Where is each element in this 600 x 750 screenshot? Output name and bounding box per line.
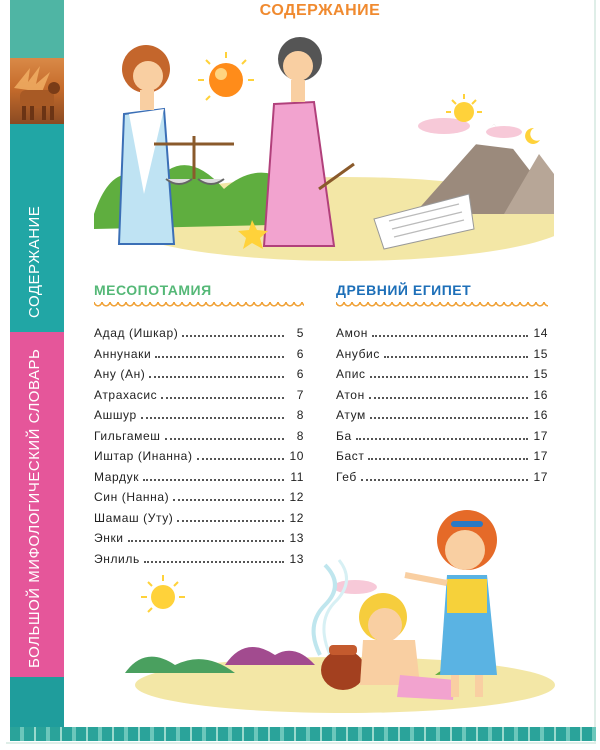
entry-page: 16 [533,408,548,422]
toc-entry[interactable] [94,388,304,409]
winged-bull-relief-icon [10,58,64,124]
entry-name: Син (Нанна) [94,490,170,504]
entry-page: 6 [296,346,304,361]
entry-page: 17 [533,449,548,463]
egypt-heading: ДРЕВНИЙ ЕГИПЕТ [336,282,472,298]
entry-page: 6 [296,367,304,381]
toc-entry[interactable] [336,388,548,409]
entry-page: 8 [296,408,304,422]
entry-page: 15 [533,346,548,361]
entry-name: Ашшур [94,408,137,422]
boy-playing [359,593,455,700]
dot-leader [141,408,284,419]
sidebar-top-block [10,0,64,58]
entry-page: 12 [289,510,304,525]
sidebar-book-title: БОЛЬШОЙ МИФОЛОГИЧЕСКИЙ СЛОВАРЬ [26,348,43,668]
dot-leader [197,449,284,460]
clay-pot-icon [321,650,365,690]
dot-leader [155,347,284,358]
entry-page: 8 [296,428,304,443]
entry-name: Баст [336,449,365,463]
entry-page: 15 [533,367,548,381]
toc-entry[interactable] [94,408,304,429]
dot-leader [384,347,528,358]
entry-name: Мардук [94,469,140,484]
egypt-toc [336,326,548,490]
shrubs [125,657,235,673]
entry-page: 17 [533,428,548,443]
heading-underline [336,302,548,310]
entry-name: Аннунаки [94,346,152,361]
toc-entry[interactable] [94,367,304,388]
entry-page: 14 [533,326,548,340]
bottom-illustration [115,505,555,720]
dot-leader [368,449,528,460]
entry-page: 17 [533,469,548,484]
entry-page: 12 [289,490,304,504]
dot-leader [356,429,528,440]
entry-page: 16 [533,387,548,402]
dot-leader [173,490,284,501]
sun-icon [454,102,474,122]
toc-entry[interactable] [94,429,304,450]
sidebar-bottom-block [10,677,64,727]
toc-entry[interactable] [336,470,548,491]
bottom-ornament-strip [10,727,596,741]
toc-entry[interactable] [94,347,304,368]
mesopotamia-heading: МЕСОПОТАМИЯ [94,282,212,298]
entry-name: Геб [336,469,357,484]
dot-leader [143,470,284,481]
entry-name: Энлиль [94,551,140,566]
entry-name: Апис [336,367,366,381]
toc-entry[interactable] [336,429,548,450]
entry-name: Гильгамеш [94,428,161,443]
dot-leader [165,429,284,440]
entry-page: 7 [296,387,304,402]
toc-entry[interactable] [336,408,548,429]
dot-leader [369,388,528,399]
entry-name: Энки [94,531,124,545]
entry-name: Адад (Ишкар) [94,326,179,340]
entry-page: 11 [290,469,304,484]
heading-underline [94,302,304,310]
entry-name: Ану (Ан) [94,367,146,381]
entry-name: Атон [336,387,365,402]
sidebar-relief-image [10,58,64,124]
toc-entry[interactable] [336,347,548,368]
toc-entry[interactable] [94,470,304,491]
entry-page: 13 [289,531,304,545]
top-illustration [74,14,554,264]
dot-leader [361,470,528,481]
entry-page: 5 [296,326,304,340]
entry-page: 10 [289,449,304,463]
entry-page: 13 [289,551,304,566]
dot-leader [370,367,528,378]
toc-entry[interactable] [336,326,548,347]
toc-entry[interactable] [336,449,548,470]
entry-name: Шамаш (Уту) [94,510,174,525]
toc-entry[interactable] [94,449,304,470]
dot-leader [370,408,528,419]
toc-entry[interactable] [94,326,304,347]
sidebar-section-label: СОДЕРЖАНИЕ [26,205,43,318]
entry-name: Амон [336,326,368,340]
entry-name: Атум [336,408,366,422]
entry-name: Атрахасис [94,387,158,402]
dot-leader [372,326,528,337]
cloud [333,580,377,594]
dot-leader [182,326,284,337]
toc-entry[interactable] [336,367,548,388]
dot-leader [149,367,284,378]
entry-name: Иштар (Инанна) [94,449,193,463]
page-title: СОДЕРЖАНИЕ [259,2,381,19]
dot-leader [161,388,284,399]
entry-name: Анубис [336,346,380,361]
moon-icon [525,128,540,144]
entry-name: Ба [336,428,352,443]
sun-icon [151,585,175,609]
glowing-orb-icon [209,63,243,97]
